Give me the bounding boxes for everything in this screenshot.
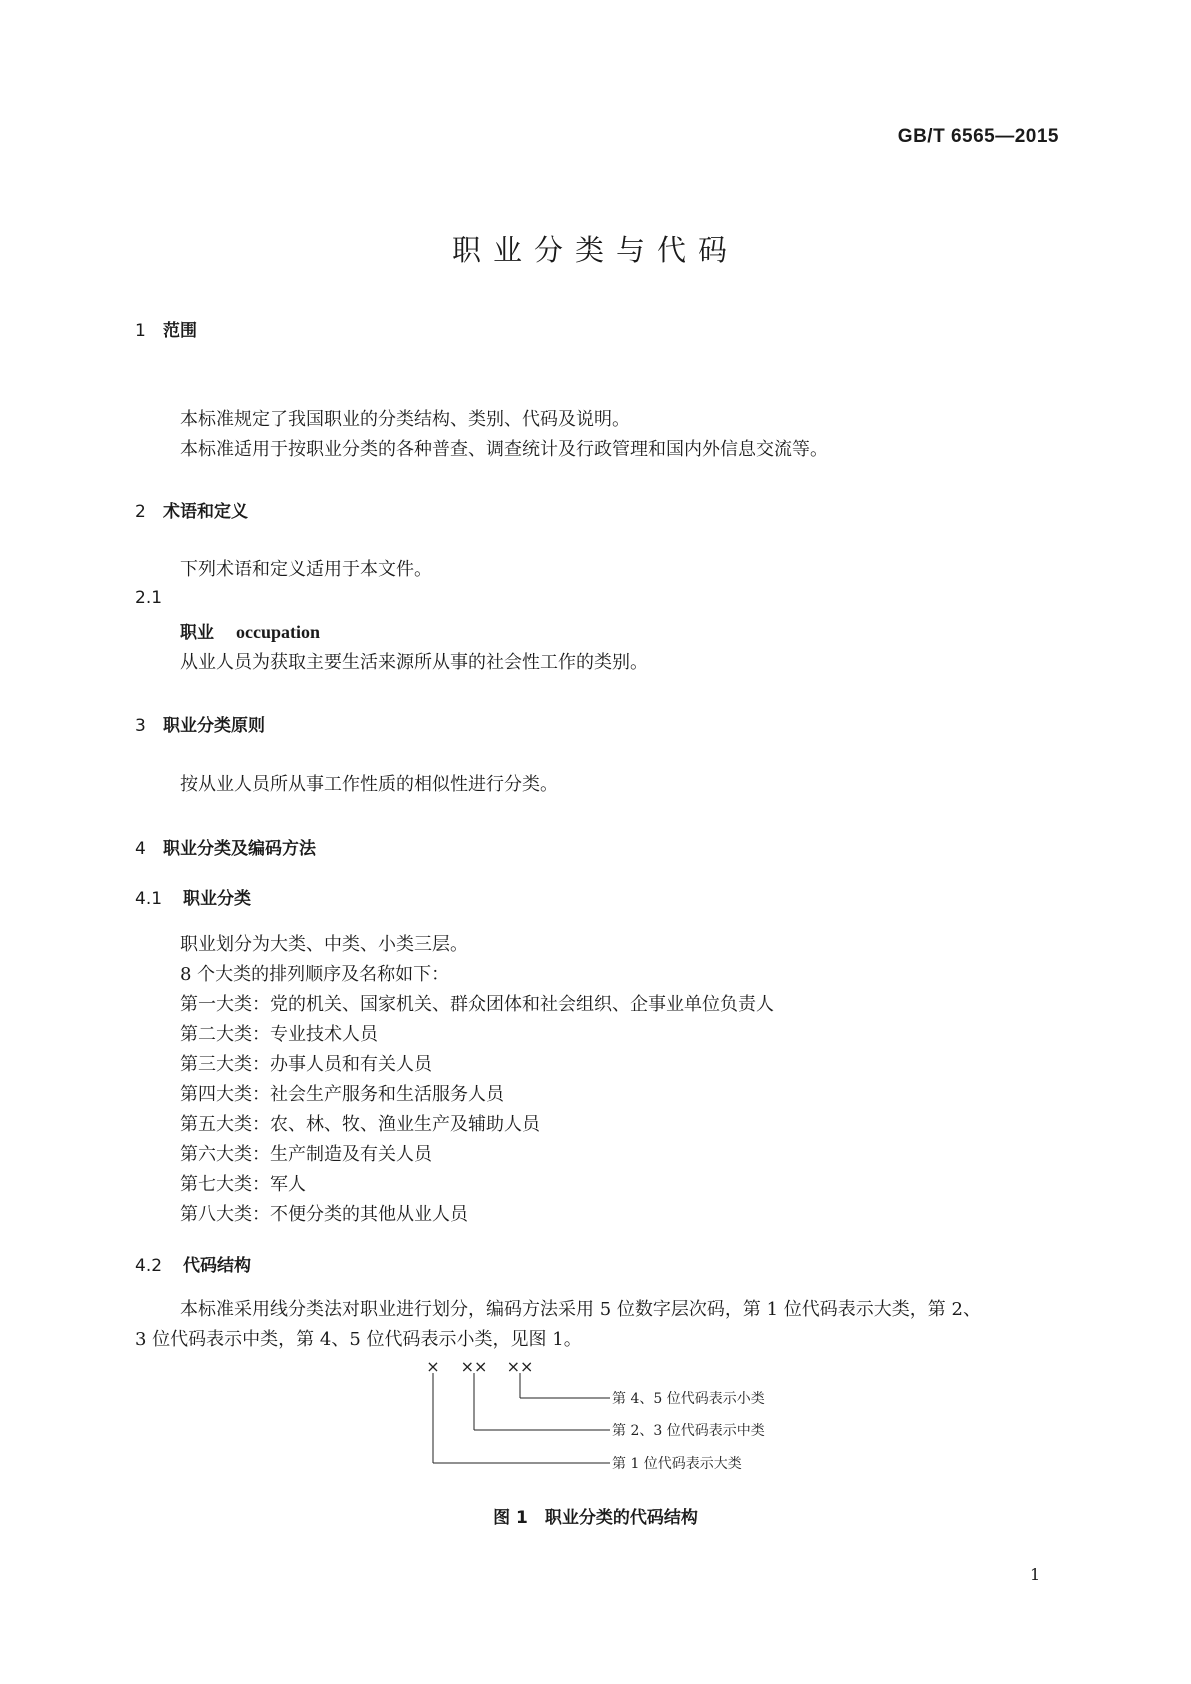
code-mark-minor: ××	[506, 1357, 534, 1376]
section-title: 职业分类及编码方法	[163, 839, 316, 859]
paragraph: 本标准规定了我国职业的分类结构、类别、代码及说明。	[180, 409, 630, 430]
section-number: 2	[135, 502, 146, 522]
term-definition: 从业人员为获取主要生活来源所从事的社会性工作的类别。	[180, 652, 648, 673]
label-major-class: 第 1 位代码表示大类	[612, 1456, 742, 1472]
category-item: 第二大类：专业技术人员	[180, 1024, 378, 1045]
section-title: 职业分类原则	[163, 716, 265, 736]
category-item: 第四大类：社会生产服务和生活服务人员	[180, 1084, 504, 1105]
document-title: 职业分类与代码	[451, 233, 739, 267]
section-title: 职业分类	[183, 889, 251, 909]
section-number: 4	[135, 839, 146, 859]
category-item: 第八大类：不便分类的其他从业人员	[180, 1204, 468, 1225]
category-item: 第一大类：党的机关、国家机关、群众团体和社会组织、企事业单位负责人	[180, 994, 774, 1015]
section-number: 4.1	[135, 889, 163, 909]
code-mark-medium: ××	[460, 1357, 488, 1376]
paragraph: 3 位代码表示中类，第 4、5 位代码表示小类，见图 1。	[135, 1329, 582, 1350]
paragraph: 按从业人员所从事工作性质的相似性进行分类。	[180, 774, 558, 795]
section-title: 代码结构	[183, 1256, 251, 1276]
category-item: 第六大类：生产制造及有关人员	[180, 1144, 432, 1165]
term-english: occupation	[236, 622, 321, 642]
section-title: 范围	[163, 321, 197, 341]
paragraph: 本标准采用线分类法对职业进行划分，编码方法采用 5 位数字层次码，第 1 位代码表示大类，第 2、	[180, 1299, 981, 1320]
paragraph: 下列术语和定义适用于本文件。	[180, 559, 432, 580]
figure-caption: 图 1 职业分类的代码结构	[493, 1508, 698, 1528]
term-number: 2.1	[135, 588, 163, 608]
page-number: 1	[1030, 1565, 1041, 1584]
section-title: 术语和定义	[163, 502, 248, 522]
term-chinese: 职业	[180, 623, 214, 643]
standard-number: GB/T 6565—2015	[897, 126, 1059, 147]
section-number: 3	[135, 716, 146, 736]
category-item: 第三大类：办事人员和有关人员	[180, 1054, 432, 1075]
section-number: 1	[135, 321, 146, 341]
category-item: 第七大类：军人	[180, 1174, 306, 1195]
section-number: 4.2	[135, 1256, 163, 1276]
label-minor-class: 第 4、5 位代码表示小类	[612, 1391, 765, 1407]
label-medium-class: 第 2、3 位代码表示中类	[612, 1423, 765, 1439]
category-item: 第五大类：农、林、牧、渔业生产及辅助人员	[180, 1114, 540, 1135]
paragraph: 职业划分为大类、中类、小类三层。	[180, 934, 468, 955]
paragraph: 8 个大类的排列顺序及名称如下：	[180, 964, 450, 985]
paragraph: 本标准适用于按职业分类的各种普查、调查统计及行政管理和国内外信息交流等。	[180, 439, 828, 460]
code-mark-major: ×	[426, 1357, 440, 1376]
